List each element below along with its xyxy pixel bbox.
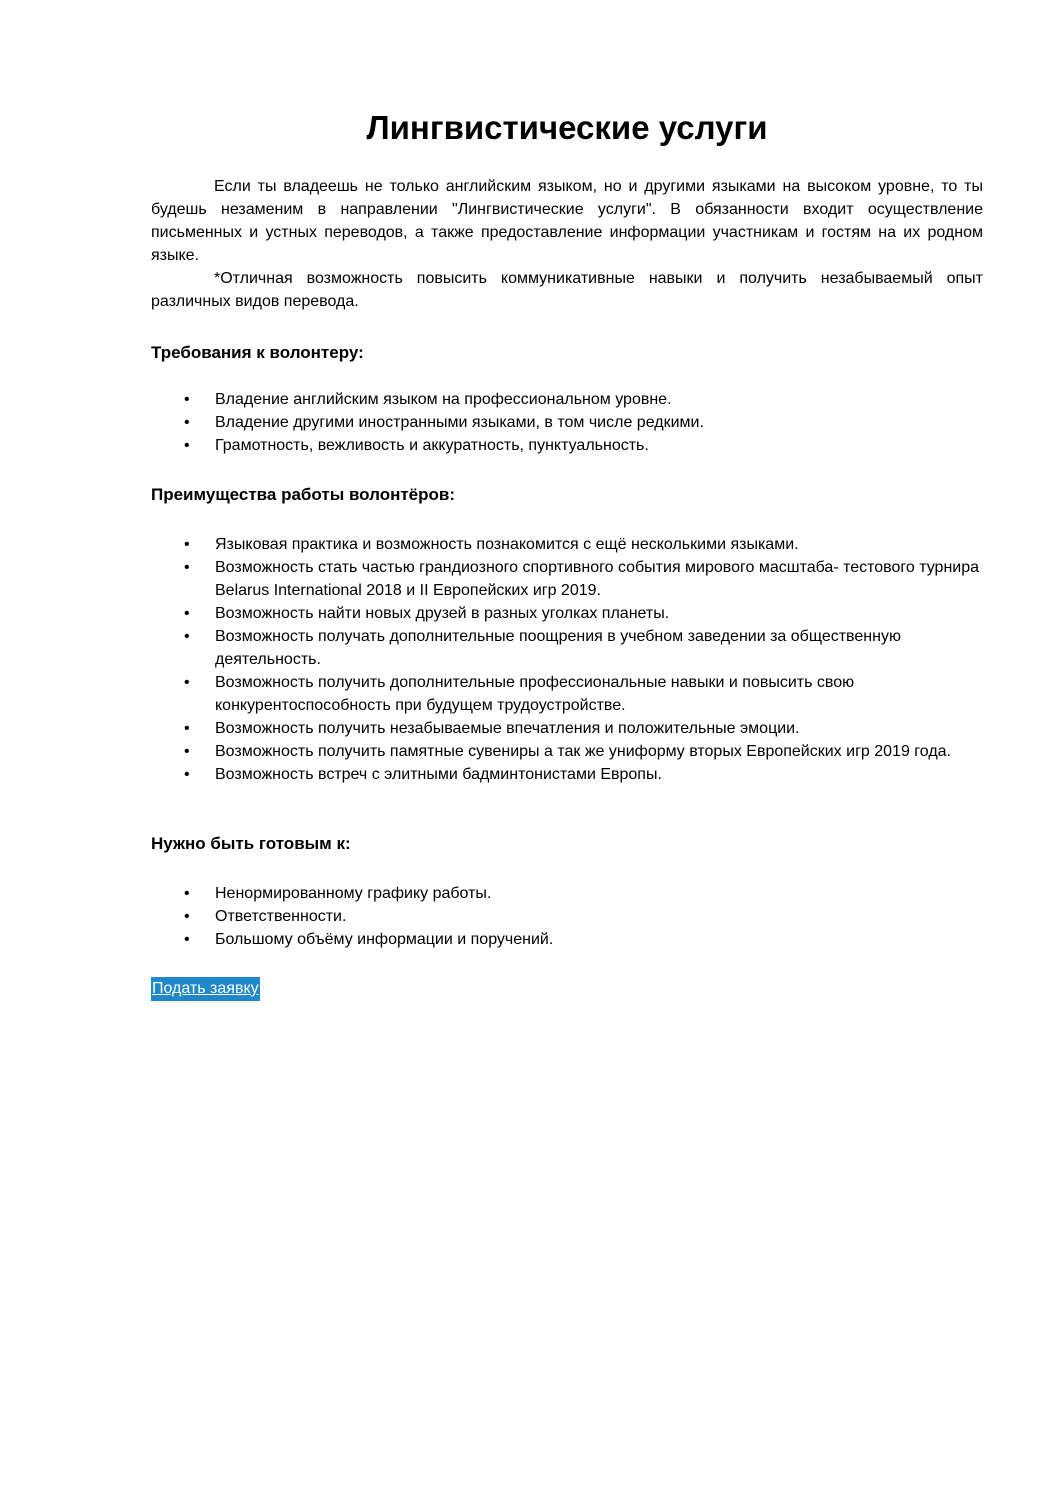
list-item-text: Возможность получить незабываемые впечатления и положительные эмоции. xyxy=(215,720,800,737)
bullet-icon: • xyxy=(184,414,190,431)
list-item xyxy=(151,625,983,671)
bullet-icon: • xyxy=(184,766,190,783)
list-item xyxy=(151,434,983,457)
bullet-icon: • xyxy=(184,674,190,691)
list-item xyxy=(151,928,983,951)
list-item xyxy=(151,556,983,602)
bullet-icon: • xyxy=(184,743,190,760)
list-item-text: Возможность стать частью грандиозного спортивного события мирового масштаба- тестового турнира Belarus International 2018 и II Европейских игр 2019. xyxy=(215,559,980,599)
list-item-text: Ответственности. xyxy=(215,908,347,925)
bullet-icon: • xyxy=(184,437,190,454)
bullet-icon: • xyxy=(184,885,190,902)
intro-note: *Отличная возможность повысить коммуникативные навыки и получить незабываемый опыт различных видов перевода. xyxy=(151,270,983,310)
bullet-icon: • xyxy=(184,628,190,645)
bullet-icon: • xyxy=(184,391,190,408)
list-item xyxy=(151,602,983,625)
list-item xyxy=(151,533,983,556)
intro-paragraph: Если ты владеешь не только английским языком, но и другими языками на высоком уровне, то ты будешь незаменим в направлении "Лингвистические услуги". В обязанности входит осуществление письменных и устных переводов, а также предоставление информации участникам и гостям на их родном языке. xyxy=(151,178,983,264)
list-item xyxy=(151,388,983,411)
list-item-text: Владение английским языком на профессиональном уровне. xyxy=(215,391,672,408)
bullet-icon: • xyxy=(184,605,190,622)
list-item-text: Ненормированному графику работы. xyxy=(215,885,492,902)
list-item-text: Возможность встреч с элитными бадминтонистами Европы. xyxy=(215,766,662,783)
list-item xyxy=(151,905,983,928)
list-item-text: Грамотность, вежливость и аккуратность, пунктуальность. xyxy=(215,437,649,454)
list-item-text: Возможность получить дополнительные профессиональные навыки и повысить свою конкурентоспособность при будущем трудоустройстве. xyxy=(215,674,855,714)
list-item xyxy=(151,671,983,717)
list-item xyxy=(151,411,983,434)
page-title: Лингвистические услуги xyxy=(366,109,768,146)
requirements-list xyxy=(151,388,983,457)
benefits-list xyxy=(151,533,983,786)
bullet-icon: • xyxy=(184,559,190,576)
list-item-text: Возможность найти новых друзей в разных уголках планеты. xyxy=(215,605,670,622)
bullet-icon: • xyxy=(184,720,190,737)
list-item-text: Возможность получать дополнительные поощрения в учебном заведении за общественную деятельность. xyxy=(215,628,901,668)
list-item xyxy=(151,717,983,740)
bullet-icon: • xyxy=(184,536,190,553)
apply-link[interactable]: Подать заявку xyxy=(151,977,260,1001)
benefits-heading: Преимущества работы волонтёров: xyxy=(151,485,456,504)
list-item xyxy=(151,740,983,763)
list-item-text: Большому объёму информации и поручений. xyxy=(215,931,554,948)
bullet-icon: • xyxy=(184,908,190,925)
bullet-icon: • xyxy=(184,931,190,948)
list-item xyxy=(151,882,983,905)
intro-section xyxy=(151,175,983,313)
readiness-list xyxy=(151,882,983,951)
list-item xyxy=(151,763,983,786)
list-item-text: Языковая практика и возможность познакомится с ещё несколькими языками. xyxy=(215,536,799,553)
list-item-text: Возможность получить памятные сувениры а так же униформу вторых Европейских игр 2019 года. xyxy=(215,743,951,760)
list-item-text: Владение другими иностранными языками, в том числе редкими. xyxy=(215,414,704,431)
readiness-heading: Нужно быть готовым к: xyxy=(151,834,351,853)
requirements-heading: Требования к волонтеру: xyxy=(151,343,364,362)
